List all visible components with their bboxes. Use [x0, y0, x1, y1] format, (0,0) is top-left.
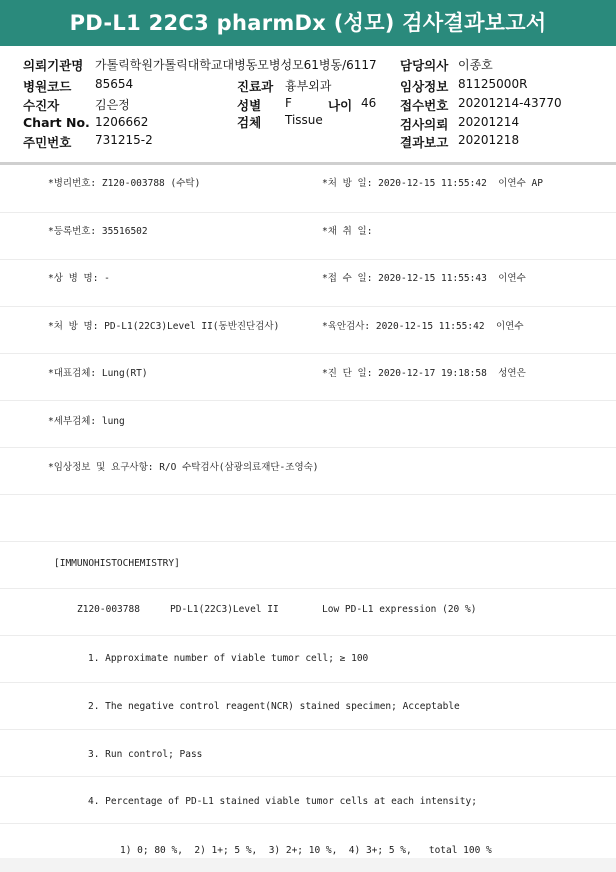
- report-title: PD-L1 22C3 pharmDx (성모) 검사결과보고서: [0, 0, 616, 46]
- age-value: 46: [361, 96, 377, 110]
- meta-row: [0, 306, 616, 354]
- intensity-breakdown: 1) 0; 80 %, 2) 1+; 5 %, 3) 2+; 10 %, 4) 3+; 5 %, total 100 %: [120, 845, 492, 856]
- ssn-label: 주민번호: [23, 135, 72, 150]
- specimen-label: 검체: [237, 115, 262, 130]
- result-item: 3. Run control; Pass: [88, 749, 203, 760]
- receipt-date: *접 수 일: 2020-12-15 11:55:43 이연수: [322, 273, 526, 284]
- result-row: [0, 541, 616, 589]
- report-label: 결과보고: [400, 135, 449, 150]
- meta-row: [0, 212, 616, 260]
- hospital-label: 의뢰기관명: [23, 58, 84, 73]
- clinical-value: 81125000R: [458, 77, 528, 91]
- receipt-label: 접수번호: [400, 98, 449, 113]
- result-item: 4. Percentage of PD-L1 stained viable tumor cells at each intensity;: [88, 796, 477, 807]
- detailed-specimen: *세부검체: lung: [48, 416, 125, 427]
- result-row: [0, 635, 616, 683]
- report-body: [0, 165, 616, 872]
- doctor-value: 이종호: [458, 58, 493, 72]
- gross-exam-date: *육안검사: 2020-12-15 11:55:42 이연수: [322, 321, 524, 332]
- representative-specimen: *대표검체: Lung(RT): [48, 368, 148, 379]
- patient-label: 수진자: [23, 98, 60, 113]
- meta-row: [0, 447, 616, 495]
- order-date: *처 방 일: 2020-12-15 11:55:42 이연수 AP: [322, 178, 543, 189]
- ssn-value: 731215-2: [95, 133, 153, 147]
- patient-info-header: [0, 50, 616, 163]
- hospcode-value: 85654: [95, 77, 134, 91]
- request-value: 20201214: [458, 115, 520, 129]
- chart-label: Chart No.: [23, 115, 90, 130]
- expression-result: Low PD-L1 expression (20 %): [322, 604, 477, 615]
- specimen-value: Tissue: [285, 113, 323, 127]
- patient-value: 김은정: [95, 98, 130, 112]
- result-item: 2. The negative control reagent(NCR) stained specimen; Acceptable: [88, 701, 460, 712]
- blank-row: [0, 494, 616, 542]
- sex-label: 성별: [237, 98, 262, 113]
- order-name: *처 방 명: PD-L1(22C3)Level II(동반진단검사): [48, 321, 280, 332]
- sex-value: F: [285, 96, 292, 110]
- report-value: 20201218: [458, 133, 520, 147]
- meta-row: [0, 400, 616, 448]
- test-name: PD-L1(22C3)Level II: [170, 604, 279, 615]
- result-row: [0, 682, 616, 730]
- dept-label: 진료과: [237, 79, 274, 94]
- receipt-value: 20201214-43770: [458, 96, 562, 110]
- registration-number: *등록번호: 35516502: [48, 226, 148, 237]
- hospital-value: 가톨릭학원가톨릭대학교대병동모병성모61병동/6117: [95, 58, 377, 72]
- meta-row: [0, 353, 616, 401]
- diagnosis-date: *진 단 일: 2020-12-17 19:18:58 성연은: [322, 368, 526, 379]
- age-label: 나이: [328, 98, 353, 113]
- pathology-number: *병리번호: Z120-003788 (수탁): [48, 178, 201, 189]
- hospcode-label: 병원코드: [23, 79, 72, 94]
- clinical-info-request: *임상정보 및 요구사항: R/O 수탁검사(삼광의료재단-조영숙): [48, 462, 319, 473]
- result-item: 1. Approximate number of viable tumor cell; ≥ 100: [88, 653, 369, 664]
- section-title: [IMMUNOHISTOCHEMISTRY]: [54, 558, 180, 569]
- collection-date: *채 취 일:: [322, 226, 373, 237]
- meta-row: [0, 259, 616, 307]
- result-row: [0, 776, 616, 824]
- page-bottom-edge: [0, 858, 616, 872]
- case-id: Z120-003788: [77, 604, 140, 615]
- diagnosis-name: *상 병 명: -: [48, 273, 110, 284]
- chart-value: 1206662: [95, 115, 149, 129]
- meta-row: [0, 165, 616, 213]
- result-row: [0, 588, 616, 636]
- doctor-label: 담당의사: [400, 58, 449, 73]
- dept-value: 흉부외과: [285, 79, 332, 93]
- request-label: 검사의뢰: [400, 117, 449, 132]
- result-row: [0, 729, 616, 777]
- clinical-label: 임상정보: [400, 79, 449, 94]
